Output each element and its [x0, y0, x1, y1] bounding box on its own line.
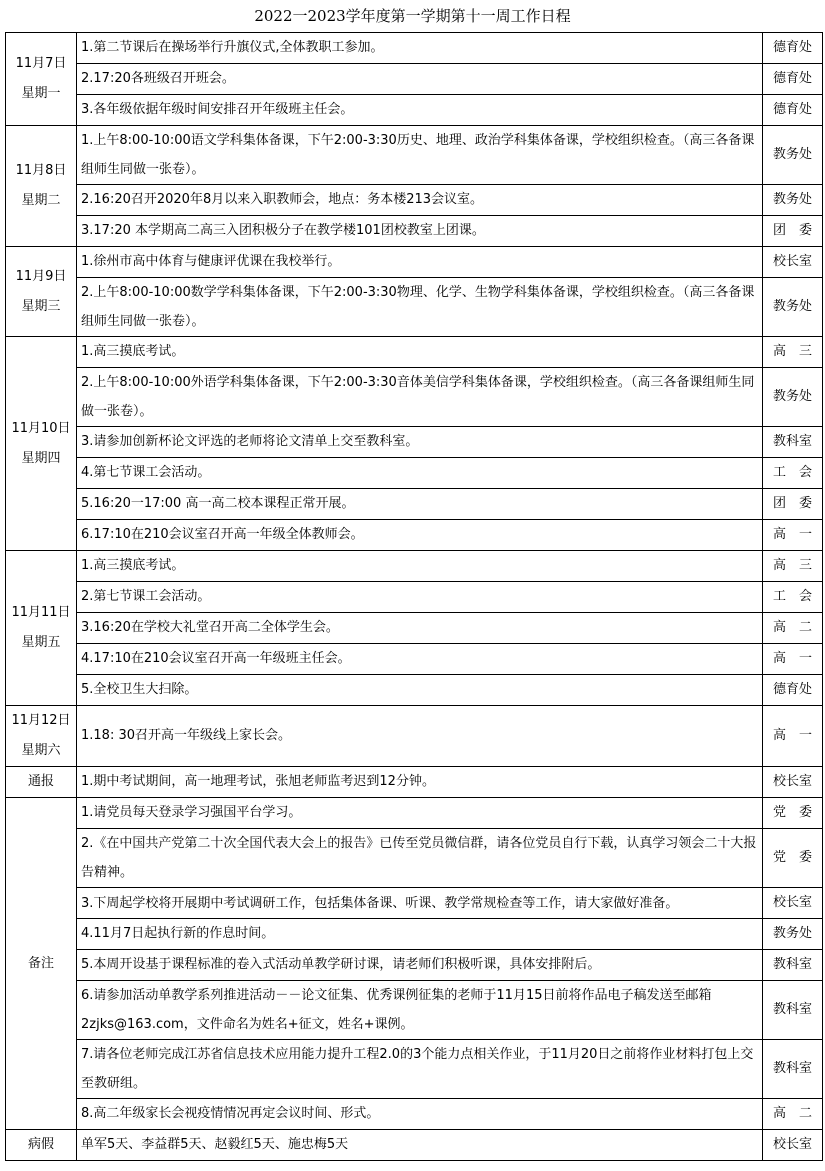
table-row — [6, 520, 823, 551]
schedule-item: 1.高三摸底考试。 — [77, 337, 763, 368]
schedule-item: 2.上午8:00-10:00数学学科集体备课，下午2:00-3:30物理、化学、生物学科集体备课，学校组织检查。（高三各备课组师生同做一张卷）。 — [77, 278, 763, 337]
day-date: 11月8日 — [15, 163, 67, 178]
department-cell: 工 会 — [763, 458, 823, 489]
day-weekday: 星期三 — [21, 298, 61, 314]
day-cell — [6, 126, 77, 247]
table-row — [6, 489, 823, 520]
day-date: 11月9日 — [15, 268, 67, 284]
page-title: 2022一2023学年度第一学期第十一周工作日程 — [254, 7, 571, 25]
schedule-item: 7.请各位老师完成江苏省信息技术应用能力提升工程2.0的3个能力点相关作业，于11月20日之前将作业材料打包上交至教研组。 — [77, 1040, 763, 1099]
day-weekday: 星期四 — [21, 450, 61, 466]
department-cell: 校长室 — [763, 247, 823, 278]
department-cell: 教科室 — [763, 981, 823, 1040]
schedule-item: 3.16:20在学校大礼堂召开高二全体学生会。 — [77, 613, 763, 644]
department-cell: 高 三 — [763, 551, 823, 582]
day-cell — [6, 551, 77, 706]
schedule-item: 5.16:20一17:00 高一高二校本课程正常开展。 — [77, 489, 763, 520]
schedule-item: 2.《在中国共产党第二十次全国代表大会上的报告》已传至党员微信群，请各位党员自行下载，认真学习领会二十大报告精神。 — [77, 829, 763, 888]
schedule-item: 4.第七节课工会活动。 — [77, 458, 763, 489]
day-weekday: 星期五 — [21, 635, 61, 650]
department-cell: 德育处 — [763, 675, 823, 706]
department-cell: 校长室 — [763, 767, 823, 798]
table-row — [6, 1130, 823, 1161]
schedule-item: 6.17:10在210会议室召开高一年级全体教师会。 — [77, 520, 763, 551]
notice-label: 通报 — [6, 767, 77, 798]
department-cell: 教务处 — [763, 126, 823, 185]
table-row — [6, 95, 823, 126]
department-cell: 高 一 — [763, 706, 823, 767]
department-cell: 党 委 — [763, 798, 823, 829]
day-date: 11月11日 — [11, 605, 71, 620]
schedule-item: 1.18: 30召开高一年级线上家长会。 — [77, 706, 763, 767]
department-cell: 校长室 — [763, 888, 823, 919]
department-cell: 校长室 — [763, 1130, 823, 1161]
table-row — [6, 185, 823, 216]
table-row — [6, 126, 823, 185]
table-row — [6, 675, 823, 706]
day-cell — [6, 337, 77, 551]
schedule-item: 1.请党员每天登录学习强国平台学习。 — [77, 798, 763, 829]
table-row — [6, 247, 823, 278]
schedule-item: 3.请参加创新杯论文评选的老师将论文清单上交至教科室。 — [77, 427, 763, 458]
table-row — [6, 950, 823, 981]
schedule-item: 2.第七节课工会活动。 — [77, 582, 763, 613]
department-cell: 德育处 — [763, 33, 823, 64]
department-cell: 教务处 — [763, 919, 823, 950]
table-row — [6, 888, 823, 919]
day-weekday: 星期六 — [21, 743, 61, 758]
table-row — [6, 458, 823, 489]
department-cell: 高 二 — [763, 1099, 823, 1130]
department-cell: 教科室 — [763, 1040, 823, 1099]
department-cell: 教务处 — [763, 368, 823, 427]
day-date: 11月10日 — [11, 420, 71, 436]
department-cell: 高 一 — [763, 520, 823, 551]
department-cell: 教科室 — [763, 427, 823, 458]
schedule-item: 5.全校卫生大扫除。 — [77, 675, 763, 706]
schedule-item: 2.17:20各班级召开班会。 — [77, 64, 763, 95]
day-weekday: 星期一 — [21, 86, 61, 101]
table-row — [6, 767, 823, 798]
schedule-item: 8.高二年级家长会视疫情情况再定会议时间、形式。 — [77, 1099, 763, 1130]
department-cell: 教务处 — [763, 278, 823, 337]
schedule-item: 1.第二节课后在操场举行升旗仪式,全体教职工参加。 — [77, 33, 763, 64]
table-row — [6, 64, 823, 95]
day-cell — [6, 247, 77, 337]
department-cell: 工 会 — [763, 582, 823, 613]
table-row — [6, 829, 823, 888]
table-row — [6, 337, 823, 368]
day-cell — [6, 33, 77, 126]
schedule-item: 1.高三摸底考试。 — [77, 551, 763, 582]
department-cell: 德育处 — [763, 64, 823, 95]
table-row — [6, 427, 823, 458]
table-row — [6, 644, 823, 675]
department-cell: 团 委 — [763, 489, 823, 520]
schedule-item: 3.下周起学校将开展期中考试调研工作，包括集体备课、听课、教学常规检查等工作，请大家做好准备。 — [77, 888, 763, 919]
table-row — [6, 216, 823, 247]
table-row — [6, 1040, 823, 1099]
sick-leave-label: 病假 — [6, 1130, 77, 1161]
schedule-item: 4.11月7日起执行新的作息时间。 — [77, 919, 763, 950]
department-cell: 教科室 — [763, 950, 823, 981]
table-row — [6, 706, 823, 767]
table-row — [6, 278, 823, 337]
schedule-item: 5.本周开设基于课程标准的卷入式活动单教学研讨课，请老师们积极听课，具体安排附后。 — [77, 950, 763, 981]
schedule-item: 2.16:20召开2020年8月以来入职教师会，地点：务本楼213会议室。 — [77, 185, 763, 216]
day-date: 11月12日 — [11, 713, 71, 728]
department-cell: 教务处 — [763, 185, 823, 216]
department-cell: 高 二 — [763, 613, 823, 644]
table-row — [6, 1099, 823, 1130]
table-row — [6, 551, 823, 582]
schedule-item: 单军5天、李益群5天、赵毅红5天、施忠梅5天 — [77, 1130, 763, 1161]
table-row — [6, 613, 823, 644]
day-cell — [6, 706, 77, 767]
table-row — [6, 981, 823, 1040]
schedule-table — [5, 32, 823, 1161]
schedule-item: 1.上午8:00-10:00语文学科集体备课，下午2:00-3:30历史、地理、政治学科集体备课，学校组织检查。（高三各备课组师生同做一张卷）。 — [77, 126, 763, 185]
table-row — [6, 798, 823, 829]
department-cell: 高 一 — [763, 644, 823, 675]
schedule-item: 3.17:20 本学期高二高三入团积极分子在教学楼101团校教室上团课。 — [77, 216, 763, 247]
remarks-label: 备注 — [6, 798, 77, 1130]
department-cell: 高 三 — [763, 337, 823, 368]
day-weekday: 星期二 — [21, 193, 61, 208]
table-row — [6, 582, 823, 613]
table-row — [6, 33, 823, 64]
table-row — [6, 368, 823, 427]
schedule-item: 2.上午8:00-10:00外语学科集体备课，下午2:00-3:30音体美信学科集体备课，学校组织检查。（高三各备课组师生同做一张卷）。 — [77, 368, 763, 427]
schedule-body — [6, 33, 823, 1161]
department-cell: 德育处 — [763, 95, 823, 126]
table-row — [6, 919, 823, 950]
department-cell: 团 委 — [763, 216, 823, 247]
department-cell: 党 委 — [763, 829, 823, 888]
schedule-item: 3.各年级依据年级时间安排召开年级班主任会。 — [77, 95, 763, 126]
schedule-item: 4.17:10在210会议室召开高一年级班主任会。 — [77, 644, 763, 675]
schedule-item: 1.期中考试期间，高一地理考试，张旭老师监考迟到12分钟。 — [77, 767, 763, 798]
day-date: 11月7日 — [15, 56, 67, 71]
schedule-item: 6.请参加活动单教学系列推进活动－－论文征集、优秀课例征集的老师于11月15日前将作品电子稿发送至邮箱2zjks@163.com，文件命名为姓名+征文，姓名+课例。 — [77, 981, 763, 1040]
schedule-item: 1.徐州市高中体育与健康评优课在我校举行。 — [77, 247, 763, 278]
